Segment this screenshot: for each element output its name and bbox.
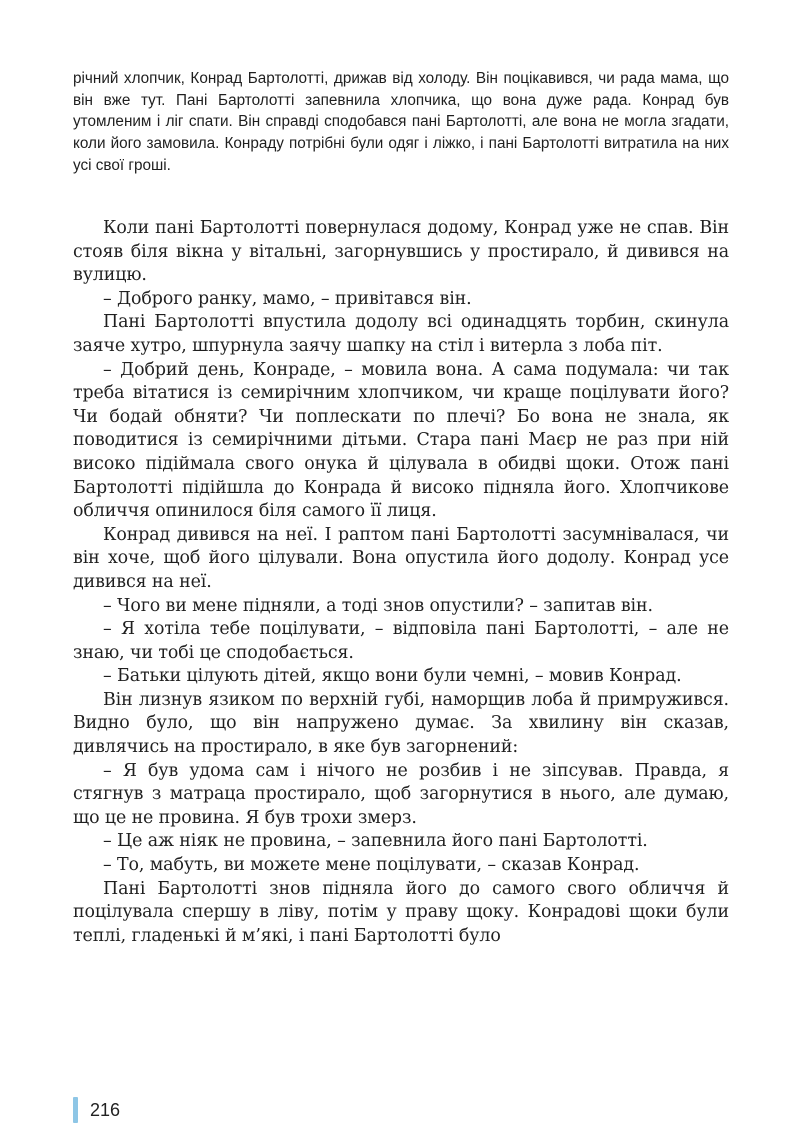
story-paragraph: – То, мабуть, ви можете мене поцілувати, – сказав Конрад. xyxy=(103,855,640,876)
story-paragraph: – Я був удома сам і нічого не розбив і не зіпсував. Правда, я стягнув з матраца простирало, щоб загорнутися в нього, але думаю, що це не провина. Я був трохи змерз. xyxy=(73,760,729,828)
story-paragraph: Пані Бартолотті знов підняла його до самого свого обличчя й поцілувала спершу в ліву, потім у праву щоку. Конрадові щоки були теплі, гладенькі й м’які, і пані Бартолотті було xyxy=(73,878,729,946)
story-paragraph: Коли пані Бартолотті повернулася додому, Конрад уже не спав. Він стояв біля вікна у вітальні, загорнувшись у простирало, й дивився на вулицю. xyxy=(73,218,729,286)
story-paragraph: – Це аж ніяк не провина, – запевнила його пані Бартолотті. xyxy=(103,831,648,852)
story-paragraph: – Я хотіла тебе поцілувати, – відповіла пані Бартолотті, – але не знаю, чи тобі це сподобається. xyxy=(73,619,729,663)
story-paragraph: – Добрий день, Конраде, – мовила вона. А сама подумала: чи так треба вітатися із семирічним хлопчиком, чи краще поцілувати його? Чи бодай обняти? Чи поплескати по плечі? Бо вона не знала, як поводитися із семирічними дітьми. Стара пані Маєр не раз при ній високо підіймала свого онука й цілувала в обидві щоки. Отож пані Бартолотті підійшла до Конрада й високо підняла його. Хлопчикове обличчя опинилося біля самого її лиця. xyxy=(73,359,729,522)
page-number: 216 xyxy=(90,1099,121,1120)
story-paragraph: Він лизнув язиком по верхній губі, наморщив лоба й примружився. Видно було, що він напружено думає. За хвилину він сказав, дивлячись на простирало, в яке був загорнений: xyxy=(73,689,729,758)
story-paragraph: – Чого ви мене підняли, а тоді знов опустили? – запитав він. xyxy=(103,595,653,616)
story-paragraph: Конрад дивився на неї. І раптом пані Бартолотті засумнівалася, чи він хоче, щоб його цілували. Вона опустила його додолу. Конрад усе дивився на неї. xyxy=(73,524,729,592)
summary-paragraph: річний хлопчик, Конрад Бартолотті, дрижав від холоду. Він поцікавився, чи рада мама, що він вже тут. Пані Бартолотті запевнила хлопчика, що вона дуже рада. Конрад був утомленим і ліг спати. Він справді сподобався пані Бартолотті, але вона не могла згадати, коли його замовила. Конраду потрібні були одяг і ліжко, і пані Бартолотті витратила на них усі свої гроші. xyxy=(73,70,729,174)
story-paragraph: – Доброго ранку, мамо, – привітався він. xyxy=(103,288,472,309)
page-footer xyxy=(73,1097,120,1123)
story-paragraph: Пані Бартолотті впустила додолу всі одинадцять торбин, скинула заяче хутро, шпурнула заячу шапку на стіл і витерла з лоба піт. xyxy=(73,312,729,356)
story-paragraph: – Батьки цілують дітей, якщо вони були чемні, – мовив Конрад. xyxy=(103,666,682,687)
story-text xyxy=(73,217,729,948)
page-marker-bar xyxy=(73,1097,78,1123)
